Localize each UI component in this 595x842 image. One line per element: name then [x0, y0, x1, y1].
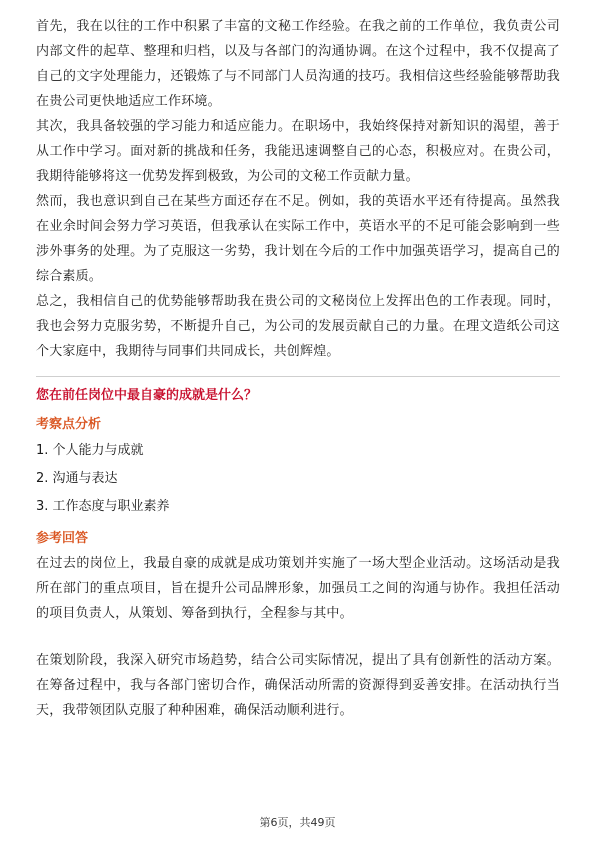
answer-paragraph-2: 在策划阶段，我深入研究市场趋势，结合公司实际情况，提出了具有创新性的活动方案。在筹备过程中，我与各部门密切合作，确保活动所需的资源得到妥善安排。在活动执行当天，我带领团队克服了种种困难，确保活动顺利进行。 [36, 653, 560, 718]
document-page [36, 14, 560, 723]
intro-paragraph-1: 首先，我在以往的工作中积累了丰富的文秘工作经验。在我之前的工作单位，我负责公司内部文件的起草、整理和归档，以及与各部门的沟通协调。在这个过程中，我不仅提高了自己的文字处理能力，还锻炼了与不同部门人员沟通的技巧。我相信这些经验能够帮助我在贵公司更快地适应工作环境。 [36, 19, 560, 109]
analysis-point-1: 1. 个人能力与成就 [36, 443, 144, 458]
analysis-point-3: 3. 工作态度与职业素养 [36, 499, 170, 514]
analysis-heading: 考察点分析 [36, 417, 102, 432]
paragraph-spacer [36, 626, 560, 648]
answer-heading: 参考回答 [36, 531, 89, 546]
answer-paragraph-1: 在过去的岗位上，我最自豪的成就是成功策划并实施了一场大型企业活动。这场活动是我所在部门的重点项目，旨在提升公司品牌形象，加强员工之间的沟通与协作。我担任活动的项目负责人，从策划、筹备到执行，全程参与其中。 [36, 556, 560, 621]
intro-paragraph-3: 然而，我也意识到自己在某些方面还存在不足。例如，我的英语水平还有待提高。虽然我在业余时间会努力学习英语，但我承认在实际工作中，英语水平的不足可能会影响到一些涉外事务的处理。为了克服这一劣势，我计划在今后的工作中加强英语学习，提高自己的综合素质。 [36, 194, 560, 284]
section-divider [36, 376, 560, 377]
intro-paragraph-4: 总之，我相信自己的优势能够帮助我在贵公司的文秘岗位上发挥出色的工作表现。同时，我也会努力克服劣势，不断提升自己，为公司的发展贡献自己的力量。在理文造纸公司这个大家庭中，我期待与同事们共同成长，共创辉煌。 [36, 294, 560, 359]
interview-question: 您在前任岗位中最自豪的成就是什么？ [36, 388, 258, 403]
page-footer: 第6页，共49页 [259, 816, 336, 829]
analysis-point-2: 2. 沟通与表达 [36, 471, 118, 486]
intro-paragraph-2: 其次，我具备较强的学习能力和适应能力。在职场中，我始终保持对新知识的渴望，善于从工作中学习。面对新的挑战和任务，我能迅速调整自己的心态，积极应对。在贵公司，我期待能够将这一优势发挥到极致，为公司的文秘工作贡献力量。 [36, 119, 560, 184]
